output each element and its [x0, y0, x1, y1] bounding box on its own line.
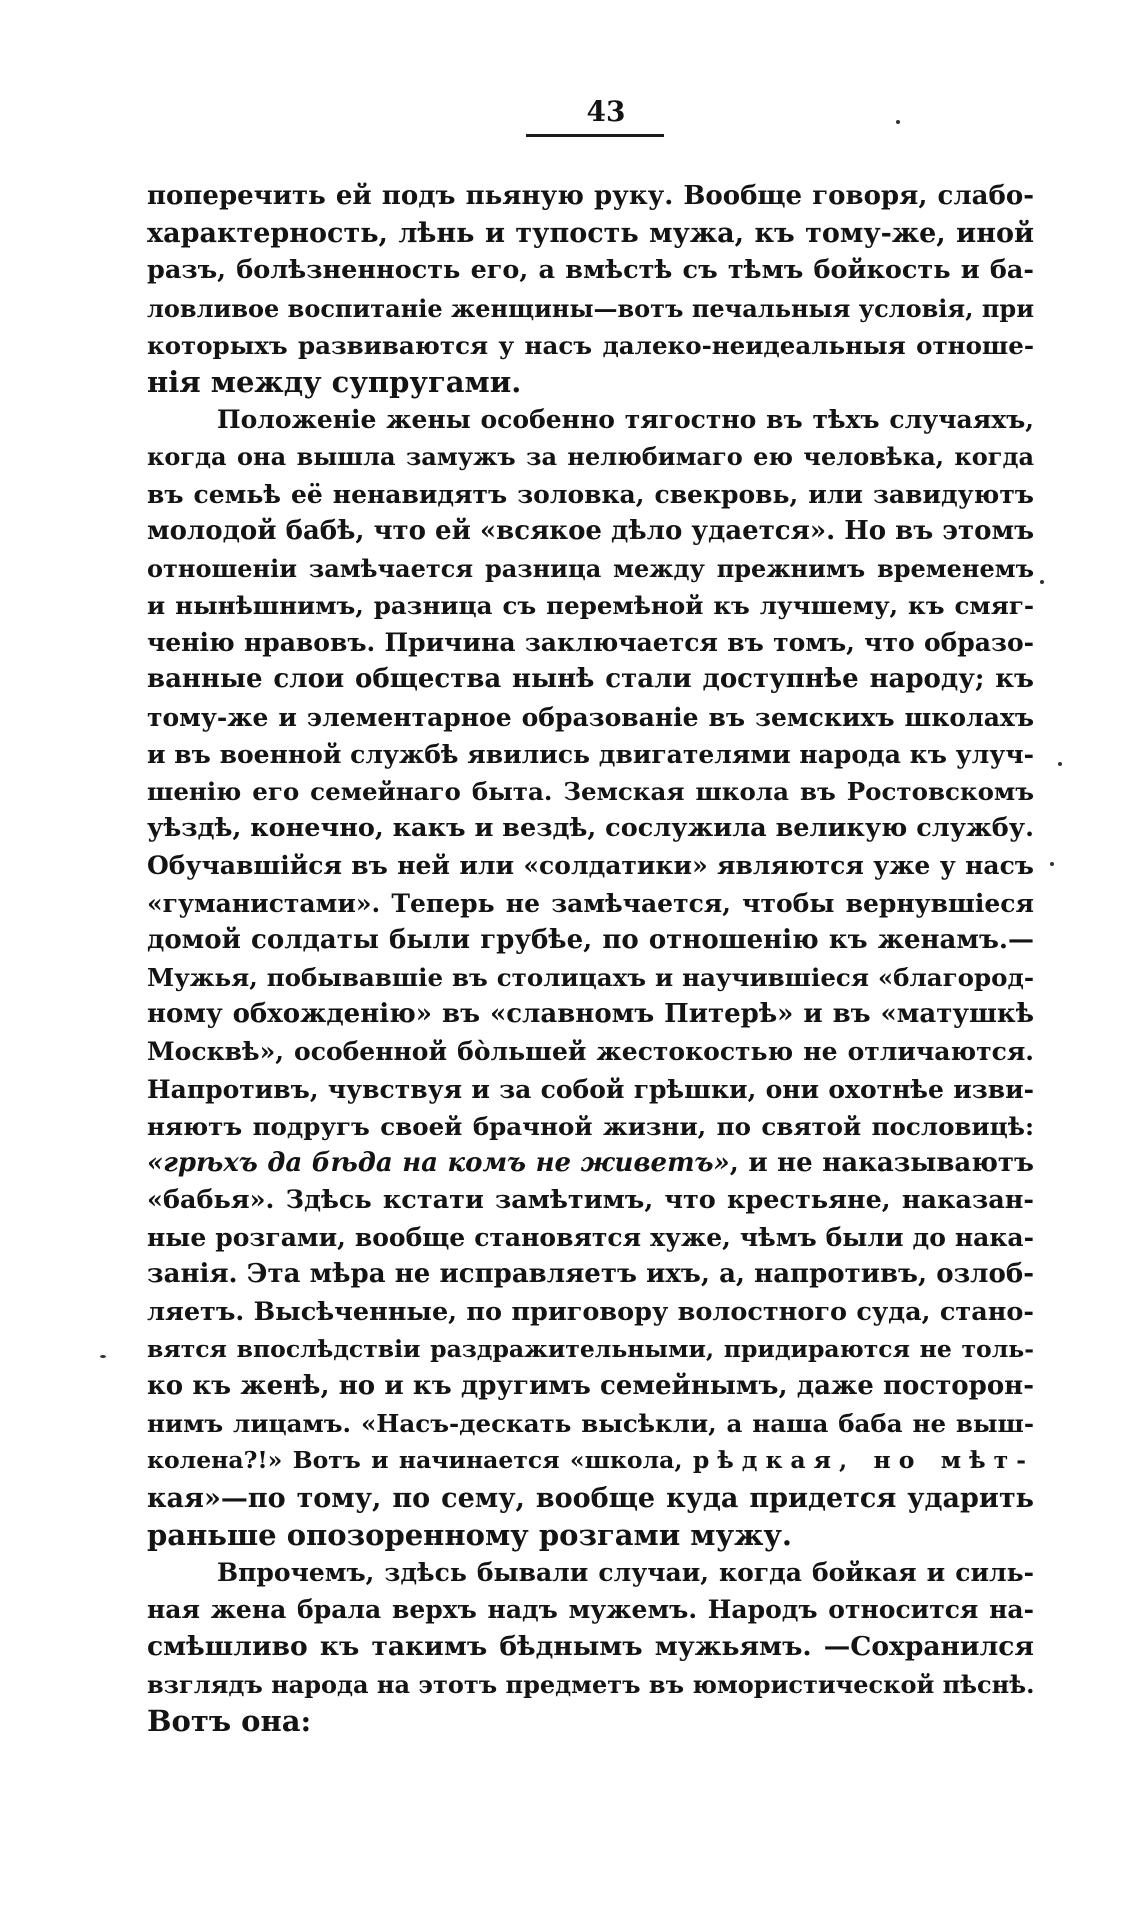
text-line: «гуманистами». Теперь не замѣчается, чтобы вернувшіеся [147, 888, 1034, 918]
text-line: шенію его семейнаго быта. Земская школа въ Ростовскомъ [147, 777, 1034, 806]
text-line: когда она вышла замужъ за нелюбимаго ею человѣка, когда [147, 442, 1034, 472]
text-line: «бабья». Здѣсь кстати замѣтимъ, что крестьяне, наказан- [147, 1185, 1034, 1216]
text-line: раньше опозоренному розгами мужу. [147, 1517, 793, 1552]
text-line: вятся впослѣдствіи раздражительными, придираются не толь- [147, 1334, 1034, 1363]
text-line: отношеніи замѣчается разница между прежнимъ временемъ [147, 553, 1034, 583]
body-text [147, 178, 1034, 1740]
text-line: уѣздѣ, конечно, какъ и вездѣ, сослужила великую службу. [147, 813, 1034, 844]
text-line: поперечить ей подъ пьяную руку. Вообще говоря, слабо- [147, 181, 1034, 211]
text-line: ко къ женѣ, но и къ другимъ семейнымъ, даже посторон- [147, 1371, 1034, 1401]
spaced-phrase: рѣдкая, но мѣт- [692, 1446, 1034, 1475]
text-line: ляетъ. Высѣченные, по приговору волостного суда, стано- [147, 1296, 1034, 1327]
text-line: Обучавшійся въ ней или «солдатики» являются уже у насъ [147, 851, 1034, 881]
header-rule [526, 134, 664, 137]
text-line: разъ, болѣзненность его, а вмѣстѣ съ тѣмъ бойкость и ба- [147, 255, 1034, 286]
text-line: Москвѣ», особенной бòльшей жестокостью не отличаются. [147, 1037, 1034, 1067]
text-line: кая»—по тому, по сему, вообще куда придется ударить [147, 1482, 1034, 1514]
text-line: взглядъ народа на этотъ предметъ въ юмористической пѣснѣ. [147, 1669, 1035, 1699]
scan-speck [100, 1355, 106, 1358]
text-line: ному обхожденію» въ «славномъ Питерѣ» и въ «матушкѣ [147, 999, 1034, 1030]
page-number: 43 [586, 95, 626, 128]
paragraph [147, 401, 1034, 1554]
text-line: нія между супругами. [147, 364, 522, 399]
scan-speck [896, 120, 900, 124]
text-line: въ семьѣ её ненавидятъ золовка, свекровь, или завидуютъ [147, 479, 1034, 509]
text-line: занія. Эта мѣра не исправляетъ ихъ, а, напротивъ, озлоб- [147, 1259, 1034, 1290]
text-line: Впрочемъ, здѣсь бывали случаи, когда бойкая и силь- [217, 1557, 1034, 1587]
text-fragment: колена?!» Вотъ и начинается «школа, [147, 1446, 693, 1475]
scan-speck [1050, 862, 1054, 866]
scan-speck [1058, 762, 1062, 766]
text-line: характерность, лѣнь и тупость мужа, къ тому-же, иной [147, 218, 1034, 250]
text-line: ванные слои общества нынѣ стали доступнѣе народу; къ [147, 664, 1034, 695]
scan-speck [1040, 580, 1044, 584]
text-line: ченію нравовъ. Причина заключается въ томъ, что образо- [147, 628, 1034, 658]
text-line: домой солдаты были грубѣе, по отношенію къ женамъ.— [147, 924, 1034, 955]
text-line: Мужья, побывавшіе въ столицахъ и научившіеся «благород- [147, 962, 1034, 992]
text-line: которыхъ развиваются у насъ далеко-неидеальныя отноше- [147, 330, 1034, 360]
text-line: тому-же и элементарное образованіе въ земскихъ школахъ [147, 702, 1034, 732]
text-line-with-italic [147, 1145, 1034, 1182]
paragraph [147, 178, 1034, 401]
italic-proverb: «грѣхъ да бѣда на комъ не живетъ» [147, 1147, 730, 1178]
text-line: ная жена брала верхъ надъ мужемъ. Народъ относится на- [147, 1595, 1034, 1625]
text-line: ные розгами, вообще становятся хуже, чѣмъ были до нака- [147, 1223, 1034, 1253]
text-line: нимъ лицамъ. «Насъ-дескать высѣкли, а наша баба не выш- [147, 1409, 1034, 1439]
text-fragment: , и не наказываютъ [729, 1147, 1034, 1178]
text-line: Положеніе жены особенно тягостно въ тѣхъ случаяхъ, [217, 405, 1034, 435]
text-line: и въ военной службѣ явились двигателями народа къ улуч- [147, 739, 1034, 769]
paragraph [147, 1554, 1034, 1740]
text-line-with-spaced [147, 1442, 1034, 1479]
text-line: молодой бабѣ, что ей «всякое дѣло удается». Но въ этомъ [147, 515, 1035, 546]
text-line: ловливое воспитаніе женщины—вотъ печальныя условія, при [147, 293, 1034, 323]
text-line: Напротивъ, чувствуя и за собой грѣшки, они охотнѣе изви- [147, 1074, 1034, 1104]
text-line: няютъ подругъ своей брачной жизни, по святой пословицѣ: [147, 1111, 1034, 1141]
text-line: Вотъ она: [147, 1703, 312, 1738]
text-line: и нынѣшнимъ, разница съ перемѣной къ лучшему, къ смяг- [147, 591, 1034, 621]
text-line: смѣшливо къ такимъ бѣднымъ мужьямъ. —Сохранился [147, 1631, 1034, 1663]
